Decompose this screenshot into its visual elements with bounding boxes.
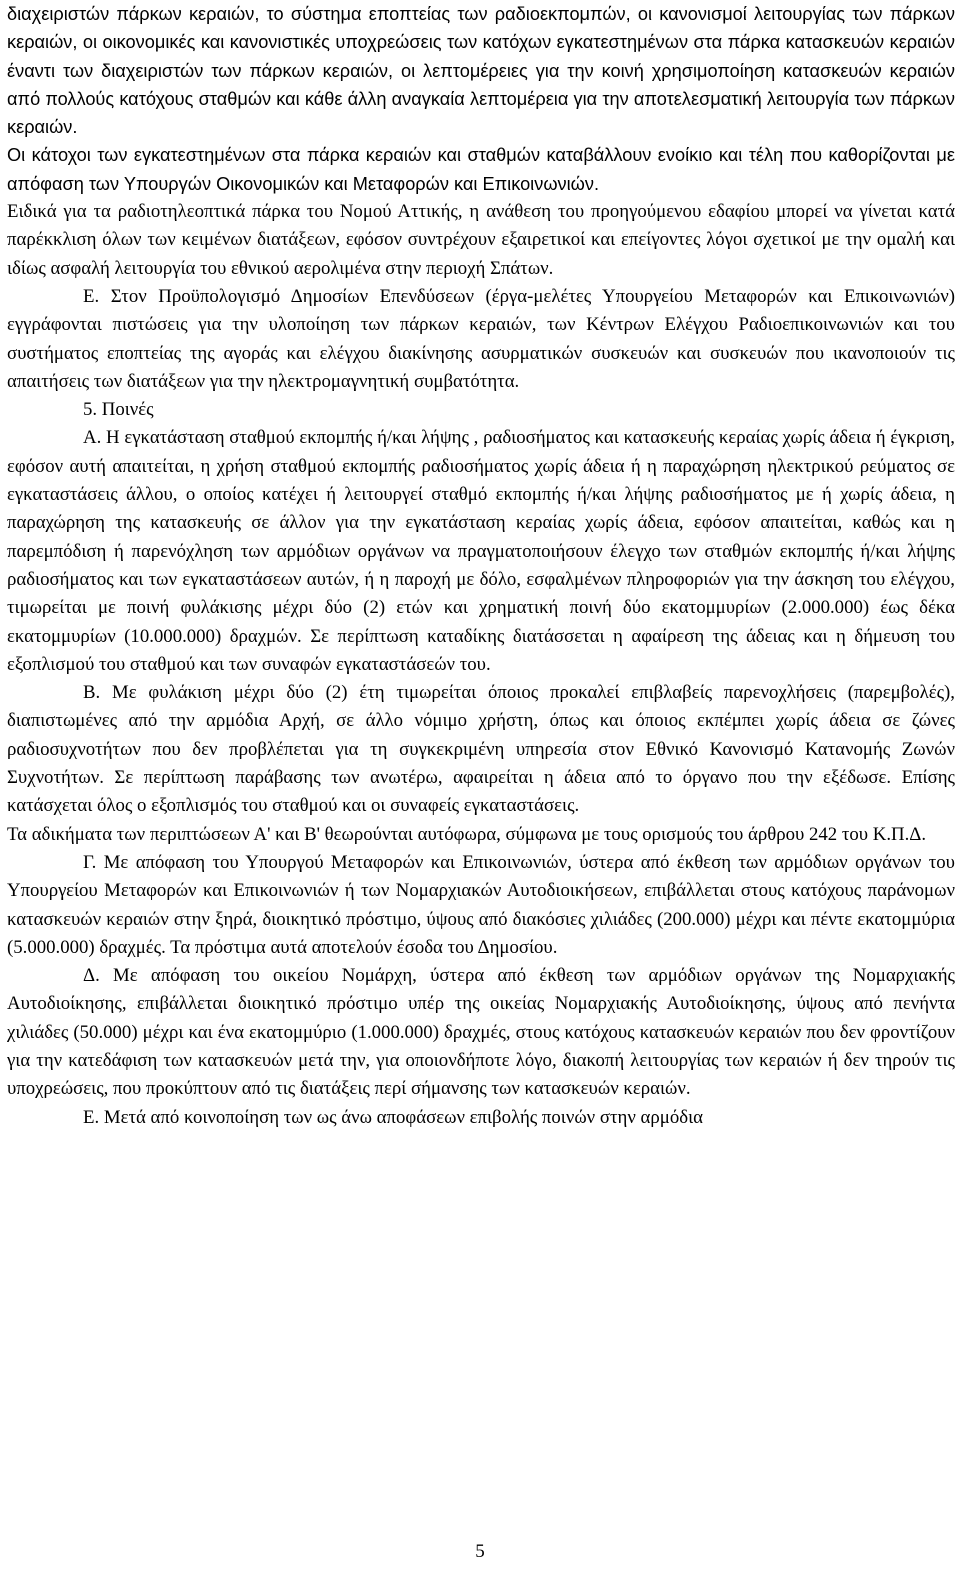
paragraph-penalty-a: Α. Η εγκατάσταση σταθμού εκπομπής ή/και λήψης , ραδιοσήματος και κατασκευής κεραίας χωρίς άδεια ή έγκριση, εφόσον αυτή απαιτείται, η χρήση σταθμού εκπομπής ραδιοσήματος χωρίς άδεια ή η παραχώρηση ηλεκτρικού ρεύματος σε εγκαταστάσεις άλλου, ο οποίος κατέχει ή λειτουργεί σταθμό εκπομπής ή/και λήψης ραδιοσήματος με ή χωρίς άδεια, η παραχώρηση της κατασκευής σε άλλον για την εγκατάσταση κεραίας χωρίς άδεια, εφόσον απαιτείται, καθώς και η παρεμπόδιση ή παρενόχληση των αρμόδιων οργάνων να πραγματοποιήσουν έλεγχο των σταθμών εκπομπής ή/και λήψης ραδιοσήματος και των εγκαταστάσεων αυτών, ή η παροχή με δόλο, εσφαλμένων πληροφοριών για την άσκηση του ελέγχου, τιμωρείται με ποινή φυλάκισης μέχρι δύο (2) ετών και χρηματική ποινή δύο εκατομμυρίων (2.000.000) έως δέκα εκατομμυρίων (10.000.000) δραχμών. Σε περίπτωση καταδίκης διατάσσεται η αφαίρεση της άδειας και η δήμευση του εξοπλισμού του σταθμού και των συναφών εγκαταστάσεών του.	[7, 427, 955, 675]
paragraph-antenna-parks-management: διαχειριστών πάρκων κεραιών, το σύστημα εποπτείας των ραδιοεκπομπών, οι κανονισμοί λειτουργίας των πάρκων κεραιών, οι οικονομικές και κανονιστικές υποχρεώσεις των κατόχων εγκατεστημένων στα πάρκα κατασκευών κεραιών έναντι των διαχειριστών των πάρκων κεραιών, οι λεπτομέρειες για την κοινή χρησιμοποίηση κατασκευών κεραιών από πολλούς κατόχους σταθμών και κάθε άλλη αναγκαία λεπτομέρεια για την αποτελεσματική λειτουργία των πάρκων κεραιών.	[7, 4, 955, 138]
paragraph-flagrant-offences: Τα αδικήματα των περιπτώσεων Α' και Β' θεωρούνται αυτόφωρα, σύμφωνα με τους ορισμούς του άρθρου 242 του Κ.Π.Δ.	[7, 823, 927, 845]
paragraph-attica-parks: Ειδικά για τα ραδιοτηλεοπτικά πάρκα του Νομού Αττικής, η ανάθεση του προηγούμενου εδαφίου μπορεί να γίνεται κατά παρέκκλιση όλων των κειμένων διατάξεων, εφόσον συντρέχουν εξαιρετικοί και επείγοντες λόγοι σχετικοί με την ομαλή και ιδίως ασφαλή λειτουργία του εθνικού αερολιμένα στην περιοχή Σπάτων.	[7, 201, 955, 279]
paragraph-penalty-c: Γ. Με απόφαση του Υπουργού Μεταφορών και Επικοινωνιών, ύστερα από έκθεση των αρμόδιων οργάνων του Υπουργείου Μεταφορών και Επικοινωνιών ή των Νομαρχιακών Αυτοδιοικήσεων, επιβάλλεται στους κατόχους παράνομων κατασκευών κεραιών στην ξηρά, διοικητικό πρόστιμο, ύψους από διακόσιες χιλιάδες (200.000) μέχρι και πέντε εκατομμύρια (5.000.000) δραχμές. Τα πρόστιμα αυτά αποτελούν έσοδα του Δημοσίου.	[7, 851, 955, 958]
paragraph-penalty-d: Δ. Με απόφαση του οικείου Νομάρχη, ύστερα από έκθεση των αρμόδιων οργάνων της Νομαρχιακής Αυτοδιοίκησης, επιβάλλεται διοικητικό πρόστιμο υπέρ της οικείας Νομαρχιακής Αυτοδιοίκησης, ύψους από πενήντα χιλιάδες (50.000) μέχρι και ένα εκατομμύριο (1.000.000) δραχμές, στους κατόχους κατασκευών κεραιών που δεν φροντίζουν για την κατεδάφιση των κατασκευών μετά την, για οποιονδήποτε λόγο, διακοπή λειτουργίας των κεραιών ή δεν τηρούν τις υποχρεώσεις, που προκύπτουν από τις διατάξεις περί σήμανσης των κατασκευών κεραιών.	[7, 965, 955, 1100]
page-number: 5	[475, 1541, 485, 1562]
section-heading-penalties: 5. Ποινές	[83, 399, 154, 421]
paragraph-public-investment-budget: Ε. Στον Προϋπολογισμό Δημοσίων Επενδύσεων (έργα-μελέτες Υπουργείου Μεταφορών και Επικοινωνιών) εγγράφονται πιστώσεις για την υλοποίηση των πάρκων κεραιών, των Κέντρων Ελέγχου Ραδιοεπικοινωνιών και του συστήματος εποπτείας της αγοράς και ελέγχου διακίνησης ασυρματικών συσκευών και συσκευών που ικανοποιούν τις απαιτήσεις των διατάξεων για την ηλεκτρομαγνητική συμβατότητα.	[7, 285, 955, 392]
document-page	[7, 0, 955, 1132]
paragraph-penalty-e: Ε. Μετά από κοινοποίηση των ως άνω αποφάσεων επιβολής ποινών στην αρμόδια	[83, 1106, 703, 1128]
paragraph-penalty-b: Β. Με φυλάκιση μέχρι δύο (2) έτη τιμωρείται όποιος προκαλεί επιβλαβείς παρενοχλήσεις (παρεμβολές), διαπιστωμένες από την αρμόδια Αρχή, σε άλλο νόμιμο χρήστη, όπως και όποιος εκπέμπει χωρίς άδεια σε ζώνες ραδιοσυχνοτήτων που δεν προβλέπεται για τη συγκεκριμένη υπηρεσία στον Εθνικό Κανονισμό Κατανομής Ζωνών Συχνοτήτων. Σε περίπτωση παράβασης των ανωτέρω, αφαιρείται η άδεια από το όργανο που την εξέδωσε. Επίσης κατάσχεται όλος ο εξοπλισμός του σταθμού και οι συναφείς εγκαταστάσεις.	[7, 682, 955, 817]
paragraph-rent-and-fees: Οι κάτοχοι των εγκατεστημένων στα πάρκα κεραιών και σταθμών καταβάλλουν ενοίκιο και τέλη που καθορίζονται με απόφαση των Υπουργών Οικονομικών και Μεταφορών και Επικοινωνιών.	[7, 145, 955, 194]
